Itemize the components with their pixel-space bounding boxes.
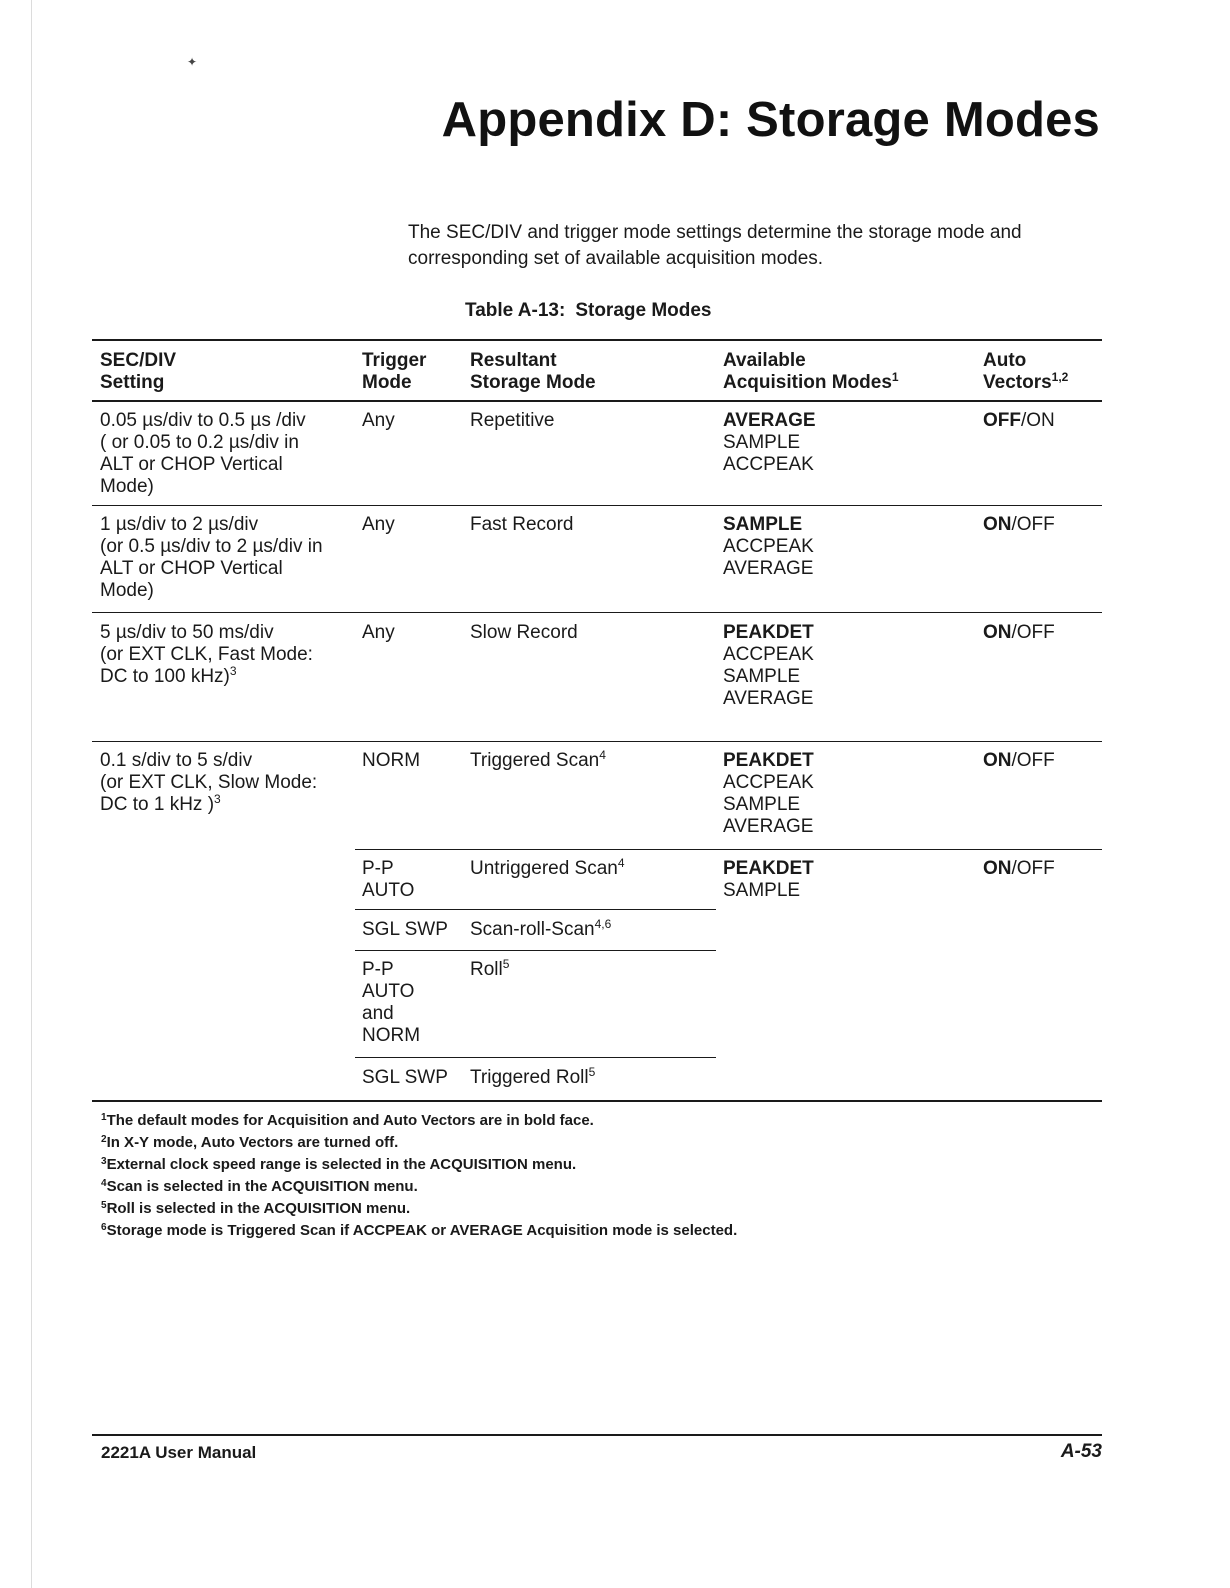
footnote: $^3$External clock speed range is selected in the ACQUISITION menu. — [101, 1156, 577, 1173]
footnote: $^1$The default modes for Acquisition and Auto Vectors are in bold face. — [101, 1112, 594, 1129]
row-5-resultant: Untriggered Scan$^4$ — [470, 856, 625, 879]
footnote: $^6$Storage mode is Triggered Scan if ACCPEAK or AVERAGE Acquisition mode is selected. — [101, 1222, 738, 1239]
row-4-resultant: Triggered Scan$^4$ — [470, 748, 606, 771]
row-3-resultant: Slow Record — [470, 622, 578, 643]
sub-row-divider — [355, 849, 1102, 850]
row-3-trigger: Any — [362, 622, 395, 643]
header-sec-div: SEC/DIV Setting — [100, 350, 177, 393]
row-4-sec-div: 0.1 s/div to 5 s/div (or EXT CLK, Slow Mode: DC to 1 kHz )$^3$ — [100, 750, 318, 815]
row-divider — [92, 505, 1102, 506]
row-6-resultant: Scan-roll-Scan$^{4,6}$ — [470, 917, 612, 940]
row-4-trigger: NORM — [362, 750, 421, 771]
row-7-resultant: Roll$^5$ — [470, 957, 510, 980]
table-caption-label: Table A-13: — [465, 300, 566, 321]
row-2-trigger: Any — [362, 514, 395, 535]
page-margin-line — [31, 0, 32, 1588]
scan-mark: ✦ — [187, 55, 198, 69]
row-5-trigger: P-P AUTO — [362, 858, 415, 901]
row-2-resultant: Fast Record — [470, 514, 574, 535]
table-bottom-rule — [92, 1100, 1102, 1102]
row-1-trigger: Any — [362, 410, 395, 431]
row-1-resultant: Repetitive — [470, 410, 555, 431]
row-1-auto-vectors: OFF/ON — [983, 410, 1055, 431]
page-title: Appendix D: Storage Modes — [441, 93, 1100, 147]
footnote: $^2$In X-Y mode, Auto Vectors are turned off. — [101, 1134, 399, 1151]
header-available-acquisition-modes: Available Acquisition Modes$^1$ — [723, 350, 899, 393]
row-1-sec-div: 0.05 µs/div to 0.5 µs /div ( or 0.05 to 0.2 µs/div in ALT or CHOP Vertical Mode) — [100, 410, 306, 497]
footer-page-number: A-53 — [1060, 1441, 1102, 1462]
intro-paragraph: The SEC/DIV and trigger mode settings determine the storage mode and corresponding set of available acquisition modes. — [408, 222, 1022, 269]
footer-rule — [92, 1434, 1102, 1436]
row-2-sec-div: 1 µs/div to 2 µs/div (or 0.5 µs/div to 2 µs/div in ALT or CHOP Vertical Mode) — [100, 514, 323, 601]
row-6-trigger: SGL SWP — [362, 919, 448, 940]
sub-row-divider — [355, 1057, 716, 1058]
footer-manual-name: 2221A User Manual — [101, 1443, 257, 1462]
sub-row-divider — [355, 909, 716, 910]
header-auto-vectors: Auto Vectors$^{1,2}$ — [983, 350, 1069, 393]
row-divider — [92, 612, 1102, 613]
footnote: $^4$Scan is selected in the ACQUISITION menu. — [101, 1178, 418, 1195]
row-1-acquisition-modes: AVERAGE SAMPLE ACCPEAK — [723, 410, 816, 475]
table-caption-title: Storage Modes — [575, 300, 712, 321]
header-bottom-rule — [92, 400, 1102, 402]
sub-row-divider — [355, 950, 716, 951]
row-7-trigger: P-P AUTO and NORM — [362, 959, 421, 1046]
row-3-acquisition-modes: PEAKDET ACCPEAK SAMPLE AVERAGE — [723, 622, 814, 709]
header-resultant-storage-mode: Resultant Storage Mode — [470, 350, 596, 393]
row-5-auto-vectors: ON/OFF — [983, 858, 1055, 879]
row-2-acquisition-modes: SAMPLE ACCPEAK AVERAGE — [723, 514, 814, 579]
row-5-acquisition-modes: PEAKDET SAMPLE — [723, 858, 814, 901]
table-top-rule — [92, 339, 1102, 341]
row-8-resultant: Triggered Roll$^5$ — [470, 1065, 596, 1088]
row-4-auto-vectors: ON/OFF — [983, 750, 1055, 771]
footnotes — [101, 1110, 1101, 1242]
row-2-auto-vectors: ON/OFF — [983, 514, 1055, 535]
header-trigger-mode: Trigger Mode — [362, 350, 427, 393]
row-8-trigger: SGL SWP — [362, 1067, 448, 1088]
table-caption — [465, 300, 722, 322]
row-divider — [92, 741, 1102, 742]
row-3-sec-div: 5 µs/div to 50 ms/div (or EXT CLK, Fast Mode: DC to 100 kHz)$^3$ — [100, 622, 313, 687]
row-3-auto-vectors: ON/OFF — [983, 622, 1055, 643]
footnote: $^5$Roll is selected in the ACQUISITION menu. — [101, 1200, 411, 1217]
row-4-acquisition-modes: PEAKDET ACCPEAK SAMPLE AVERAGE — [723, 750, 814, 837]
